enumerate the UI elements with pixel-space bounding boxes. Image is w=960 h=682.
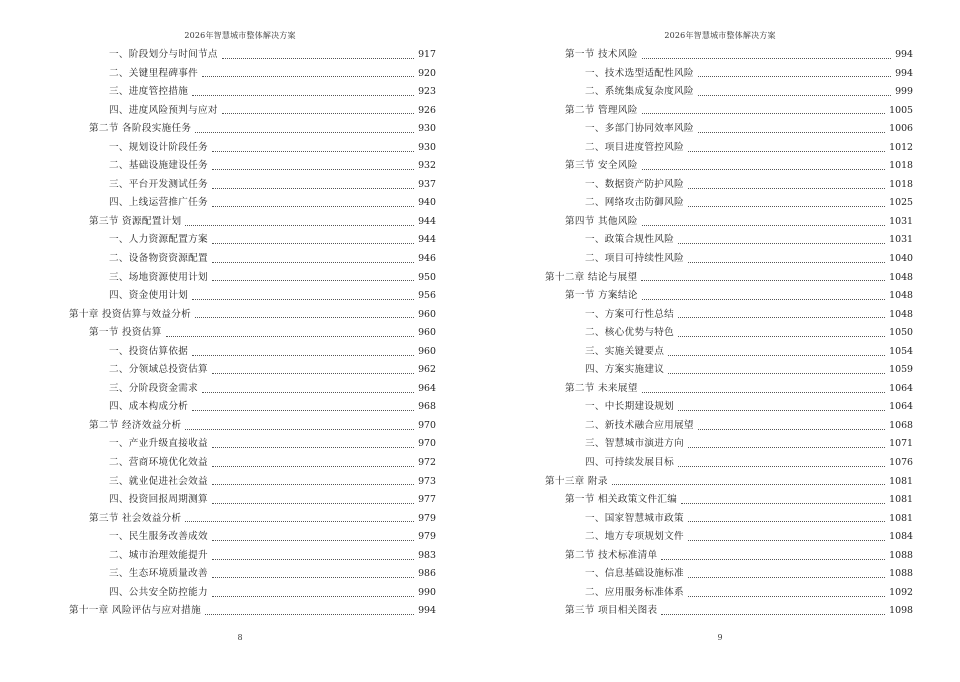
toc-entry-title: 一、规划设计阶段任务 [109,141,208,153]
toc-entry[interactable] [545,250,913,269]
dot-leader [192,355,414,356]
toc-entry-page-number: 1088 [889,568,913,580]
toc-entry[interactable] [545,176,913,195]
toc-entry-title: 二、项目进度管控风险 [585,141,684,153]
toc-entry-page-number: 1050 [889,327,913,339]
toc-entry-page-number: 932 [418,160,436,172]
toc-entry-title: 四、投资回报周期测算 [109,494,208,506]
toc-entry-title: 第三节 资源配置计划 [89,215,182,227]
toc-entry[interactable] [69,65,436,84]
toc-entry[interactable] [69,565,436,584]
toc-entry-page-number: 1040 [889,253,913,265]
toc-entry-title: 一、产业升级直接收益 [109,438,208,450]
dot-leader [212,540,414,541]
toc-entry-title: 四、成本构成分析 [109,401,189,413]
dot-leader [688,521,885,522]
toc-entry-title: 三、分阶段资金需求 [109,382,199,394]
dot-leader [612,484,885,485]
toc-entry-title: 四、进度风险预判与应对 [109,104,218,116]
toc-entry-page-number: 994 [895,67,913,79]
toc-entry[interactable] [69,584,436,603]
toc-entry[interactable] [69,46,436,65]
toc-entry[interactable] [69,102,436,121]
toc-entry-title: 一、技术选型适配性风险 [585,67,694,79]
dot-leader [185,225,414,226]
toc-entry-page-number: 1071 [889,438,913,450]
toc-entry-title: 一、中长期建设规划 [585,401,675,413]
dot-leader [222,113,414,114]
toc-entry-title: 第二节 管理风险 [565,104,638,116]
dot-leader [688,151,885,152]
toc-entry[interactable] [545,473,913,492]
toc-entry-title: 三、进度管控措施 [109,86,189,98]
toc-entry[interactable] [545,547,913,566]
toc-entry[interactable] [545,361,913,380]
dot-leader [212,447,414,448]
toc-entry-title: 四、可持续发展目标 [585,457,675,469]
toc-entry-page-number: 944 [418,234,436,246]
toc-entry[interactable] [545,565,913,584]
toc-entry-title: 第十章 投资估算与效益分析 [69,308,192,320]
toc-entry-page-number: 990 [418,586,436,598]
dot-leader [192,410,414,411]
toc-entry[interactable] [545,83,913,102]
toc-entry-title: 一、阶段划分与时间节点 [109,49,218,60]
toc-entry[interactable] [545,324,913,343]
toc-entry[interactable] [545,584,913,603]
dot-leader [688,447,885,448]
toc-entry-title: 一、多部门协同效率风险 [585,123,694,135]
toc-entry-title: 第三节 安全风险 [565,160,638,172]
toc-entry-page-number: 1018 [889,160,913,172]
toc-entry-page-number: 1088 [889,549,913,561]
toc-entry-page-number: 1081 [889,494,913,506]
dot-leader [681,503,885,504]
toc-entry[interactable] [545,398,913,417]
toc-entry-page-number: 1059 [889,364,913,376]
dot-leader [678,317,885,318]
dot-leader [642,299,886,300]
toc-entry[interactable] [545,269,913,288]
toc-entry-title: 二、设备物资资源配置 [109,253,208,265]
toc-entry-page-number: 946 [418,253,436,265]
dot-leader [668,373,885,374]
toc-entry[interactable] [545,213,913,232]
toc-entry-page-number: 950 [418,271,436,283]
running-header: 2026年智慧城市整体解决方案 [664,31,776,40]
dot-leader [212,559,414,560]
toc-entry[interactable] [69,139,436,158]
toc-entry-title: 第二节 各阶段实施任务 [89,123,192,135]
toc-entry-page-number: 1064 [889,382,913,394]
toc-entry[interactable] [69,324,436,343]
toc-entry[interactable] [545,194,913,213]
dot-leader [195,317,414,318]
toc-entry-page-number: 983 [418,549,436,561]
toc-entry-page-number: 970 [418,419,436,431]
toc-entry-page-number: 960 [418,345,436,357]
toc-entry-title: 第一节 相关政策文件汇编 [565,494,678,506]
toc-entry[interactable] [69,231,436,250]
toc-entry[interactable] [545,306,913,325]
dot-leader [678,243,885,244]
dot-leader [688,188,885,189]
toc-entry-page-number: 968 [418,401,436,413]
dot-leader [166,336,414,337]
toc-entry[interactable] [545,231,913,250]
dot-leader [698,429,885,430]
toc-entry[interactable] [545,602,913,621]
toc-entry-title: 四、资金使用计划 [109,290,189,302]
dot-leader [212,596,414,597]
dot-leader [698,95,891,96]
dot-leader [668,355,885,356]
dot-leader [661,559,885,560]
dot-leader [185,521,414,522]
toc-entry-title: 第四节 其他风险 [565,215,638,227]
toc-entry-page-number: 979 [418,531,436,543]
toc-entry[interactable] [69,120,436,139]
toc-entry-page-number: 956 [418,290,436,302]
toc-entry-page-number: 960 [418,327,436,339]
toc-entry-title: 二、系统集成复杂度风险 [585,86,694,98]
toc-entry-page-number: 1025 [889,197,913,209]
dot-leader [688,577,885,578]
toc-entry[interactable] [545,102,913,121]
toc-entry-title: 第一节 投资估算 [89,327,162,339]
toc-entry[interactable] [69,269,436,288]
toc-entry-title: 第二节 未来展望 [565,382,638,394]
dot-leader [688,540,885,541]
dot-leader [212,466,414,467]
dot-leader [202,392,414,393]
toc-entry-title: 三、场地资源使用计划 [109,271,208,283]
toc-entry-page-number: 1098 [889,605,913,617]
dot-leader [642,113,886,114]
toc-entry-title: 一、投资估算依据 [109,345,189,357]
dot-leader [212,169,414,170]
toc-entry-page-number: 970 [418,438,436,450]
dot-leader [212,262,414,263]
dot-leader [688,262,885,263]
toc-entry-title: 二、应用服务标准体系 [585,586,684,598]
toc-entry[interactable] [545,139,913,158]
toc-entry[interactable] [545,454,913,473]
toc-entry-title: 三、就业促进社会效益 [109,475,208,487]
toc-entry-page-number: 1006 [889,123,913,135]
toc-entry[interactable] [545,417,913,436]
dot-leader [642,392,886,393]
toc-entry-title: 二、新技术融合应用展望 [585,419,694,431]
toc-entry-page-number: 1005 [889,104,913,116]
toc-entry[interactable] [69,454,436,473]
toc-entry[interactable] [69,361,436,380]
toc-entry[interactable] [69,473,436,492]
toc-entry-title: 一、国家智慧城市政策 [585,512,684,524]
dot-leader [212,503,414,504]
dot-leader [642,169,886,170]
dot-leader [185,429,414,430]
toc-entry-title: 二、网络攻击防御风险 [585,197,684,209]
toc-entry-page-number: 1081 [889,475,913,487]
toc-entry-page-number: 1048 [889,290,913,302]
toc-entry-title: 第三节 项目相关图表 [565,605,658,617]
toc-entry-title: 第十二章 结论与展望 [545,271,638,283]
toc-entry[interactable] [545,491,913,510]
dot-leader [212,280,414,281]
dot-leader [212,151,414,152]
toc-entry-page-number: 964 [418,382,436,394]
dot-leader [678,336,885,337]
dot-leader [212,188,414,189]
toc-entry-title: 三、智慧城市演进方向 [585,438,684,450]
dot-leader [212,373,414,374]
toc-entry-page-number: 940 [418,197,436,209]
toc-entry[interactable] [69,250,436,269]
toc-entry[interactable] [545,65,913,84]
toc-entry[interactable] [69,380,436,399]
toc-entry[interactable] [69,194,436,213]
toc-entry-page-number: 1048 [889,308,913,320]
toc-entry-page-number: 926 [418,104,436,116]
toc-list [545,46,913,621]
dot-leader [202,76,414,77]
toc-entry-page-number: 977 [418,494,436,506]
toc-entry-title: 第一节 方案结论 [565,290,638,302]
toc-entry-page-number: 1084 [889,531,913,543]
dot-leader [642,58,891,59]
toc-entry-title: 第二节 技术标准清单 [565,549,658,561]
dot-leader [192,95,414,96]
toc-entry[interactable] [545,528,913,547]
toc-entry-page-number: 973 [418,475,436,487]
toc-entry-title: 二、关键里程碑事件 [109,67,199,79]
dot-leader [661,614,885,615]
toc-entry-page-number: 962 [418,364,436,376]
toc-entry[interactable] [69,83,436,102]
toc-entry-title: 一、人力资源配置方案 [109,234,208,246]
toc-entry-page-number: 930 [418,141,436,153]
toc-entry[interactable] [69,213,436,232]
toc-entry[interactable] [545,120,913,139]
toc-entry[interactable] [69,343,436,362]
toc-entry-title: 四、公共安全防控能力 [109,586,208,598]
toc-entry-title: 第一节 技术风险 [565,49,638,60]
toc-entry[interactable] [545,46,913,65]
toc-entry-title: 二、核心优势与特色 [585,327,675,339]
toc-entry[interactable] [545,157,913,176]
toc-entry-title: 三、平台开发测试任务 [109,178,208,190]
toc-entry-title: 一、方案可行性总结 [585,308,675,320]
toc-entry-title: 二、项目可持续性风险 [585,253,684,265]
toc-entry-page-number: 1068 [889,419,913,431]
toc-entry-title: 三、实施关键要点 [585,345,665,357]
toc-entry-title: 四、方案实施建议 [585,364,665,376]
dot-leader [678,410,885,411]
toc-entry-page-number: 1048 [889,271,913,283]
toc-entry[interactable] [69,435,436,454]
toc-entry-page-number: 1031 [889,234,913,246]
dot-leader [212,577,414,578]
toc-entry[interactable] [545,287,913,306]
toc-entry-page-number: 960 [418,308,436,320]
toc-entry-title: 四、上线运营推广任务 [109,197,208,209]
running-header: 2026年智慧城市整体解决方案 [184,31,296,40]
toc-entry-title: 二、分领域总投资估算 [109,364,208,376]
toc-entry-title: 二、基础设施建设任务 [109,160,208,172]
toc-entry-title: 一、民生服务改善成效 [109,531,208,543]
toc-entry-page-number: 930 [418,123,436,135]
dot-leader [688,596,885,597]
toc-entry-page-number: 979 [418,512,436,524]
toc-entry-title: 第三节 社会效益分析 [89,512,182,524]
toc-entry-title: 二、营商环境优化效益 [109,457,208,469]
page-9 [480,0,960,682]
toc-entry-page-number: 1054 [889,345,913,357]
dot-leader [688,206,885,207]
toc-entry-title: 一、数据资产防护风险 [585,178,684,190]
toc-entry-page-number: 1018 [889,178,913,190]
toc-entry-title: 第十三章 附录 [545,475,608,487]
dot-leader [698,76,891,77]
toc-entry[interactable] [69,157,436,176]
toc-entry-title: 三、生态环境质量改善 [109,568,208,580]
toc-entry[interactable] [545,343,913,362]
toc-entry[interactable] [69,491,436,510]
dot-leader [678,466,885,467]
toc-entry[interactable] [69,306,436,325]
toc-entry-page-number: 1064 [889,401,913,413]
toc-entry-page-number: 1076 [889,457,913,469]
toc-entry[interactable] [545,380,913,399]
toc-entry-page-number: 923 [418,86,436,98]
toc-entry[interactable] [69,287,436,306]
dot-leader [205,614,414,615]
toc-entry-title: 第二节 经济效益分析 [89,419,182,431]
toc-entry-page-number: 994 [895,49,913,60]
toc-entry-page-number: 1092 [889,586,913,598]
toc-entry[interactable] [69,528,436,547]
toc-entry-title: 一、信息基础设施标准 [585,568,684,580]
toc-entry[interactable] [69,417,436,436]
toc-entry-title: 二、地方专项规划文件 [585,531,684,543]
toc-entry[interactable] [69,510,436,529]
dot-leader [192,299,414,300]
toc-list [69,46,436,621]
page-number: 9 [717,633,723,642]
toc-entry-page-number: 994 [418,605,436,617]
toc-entry-page-number: 986 [418,568,436,580]
toc-entry-title: 一、政策合规性风险 [585,234,675,246]
toc-entry[interactable] [545,510,913,529]
toc-entry[interactable] [69,547,436,566]
toc-entry[interactable] [69,398,436,417]
dot-leader [212,484,414,485]
dot-leader [641,280,885,281]
toc-entry-page-number: 937 [418,178,436,190]
dot-leader [698,132,885,133]
page-number: 8 [237,633,243,642]
toc-entry-page-number: 920 [418,67,436,79]
toc-entry-page-number: 972 [418,457,436,469]
toc-entry[interactable] [545,435,913,454]
toc-entry-title: 二、城市治理效能提升 [109,549,208,561]
dot-leader [212,243,414,244]
toc-entry-page-number: 917 [418,49,436,60]
dot-leader [642,225,886,226]
toc-entry-page-number: 944 [418,215,436,227]
toc-entry-page-number: 1031 [889,215,913,227]
toc-entry[interactable] [69,602,436,621]
dot-leader [195,132,414,133]
toc-entry-page-number: 1012 [889,141,913,153]
dot-leader [222,58,414,59]
toc-entry[interactable] [69,176,436,195]
toc-entry-page-number: 1081 [889,512,913,524]
dot-leader [212,206,414,207]
toc-entry-page-number: 999 [895,86,913,98]
toc-entry-title: 第十一章 风险评估与应对措施 [69,605,201,617]
